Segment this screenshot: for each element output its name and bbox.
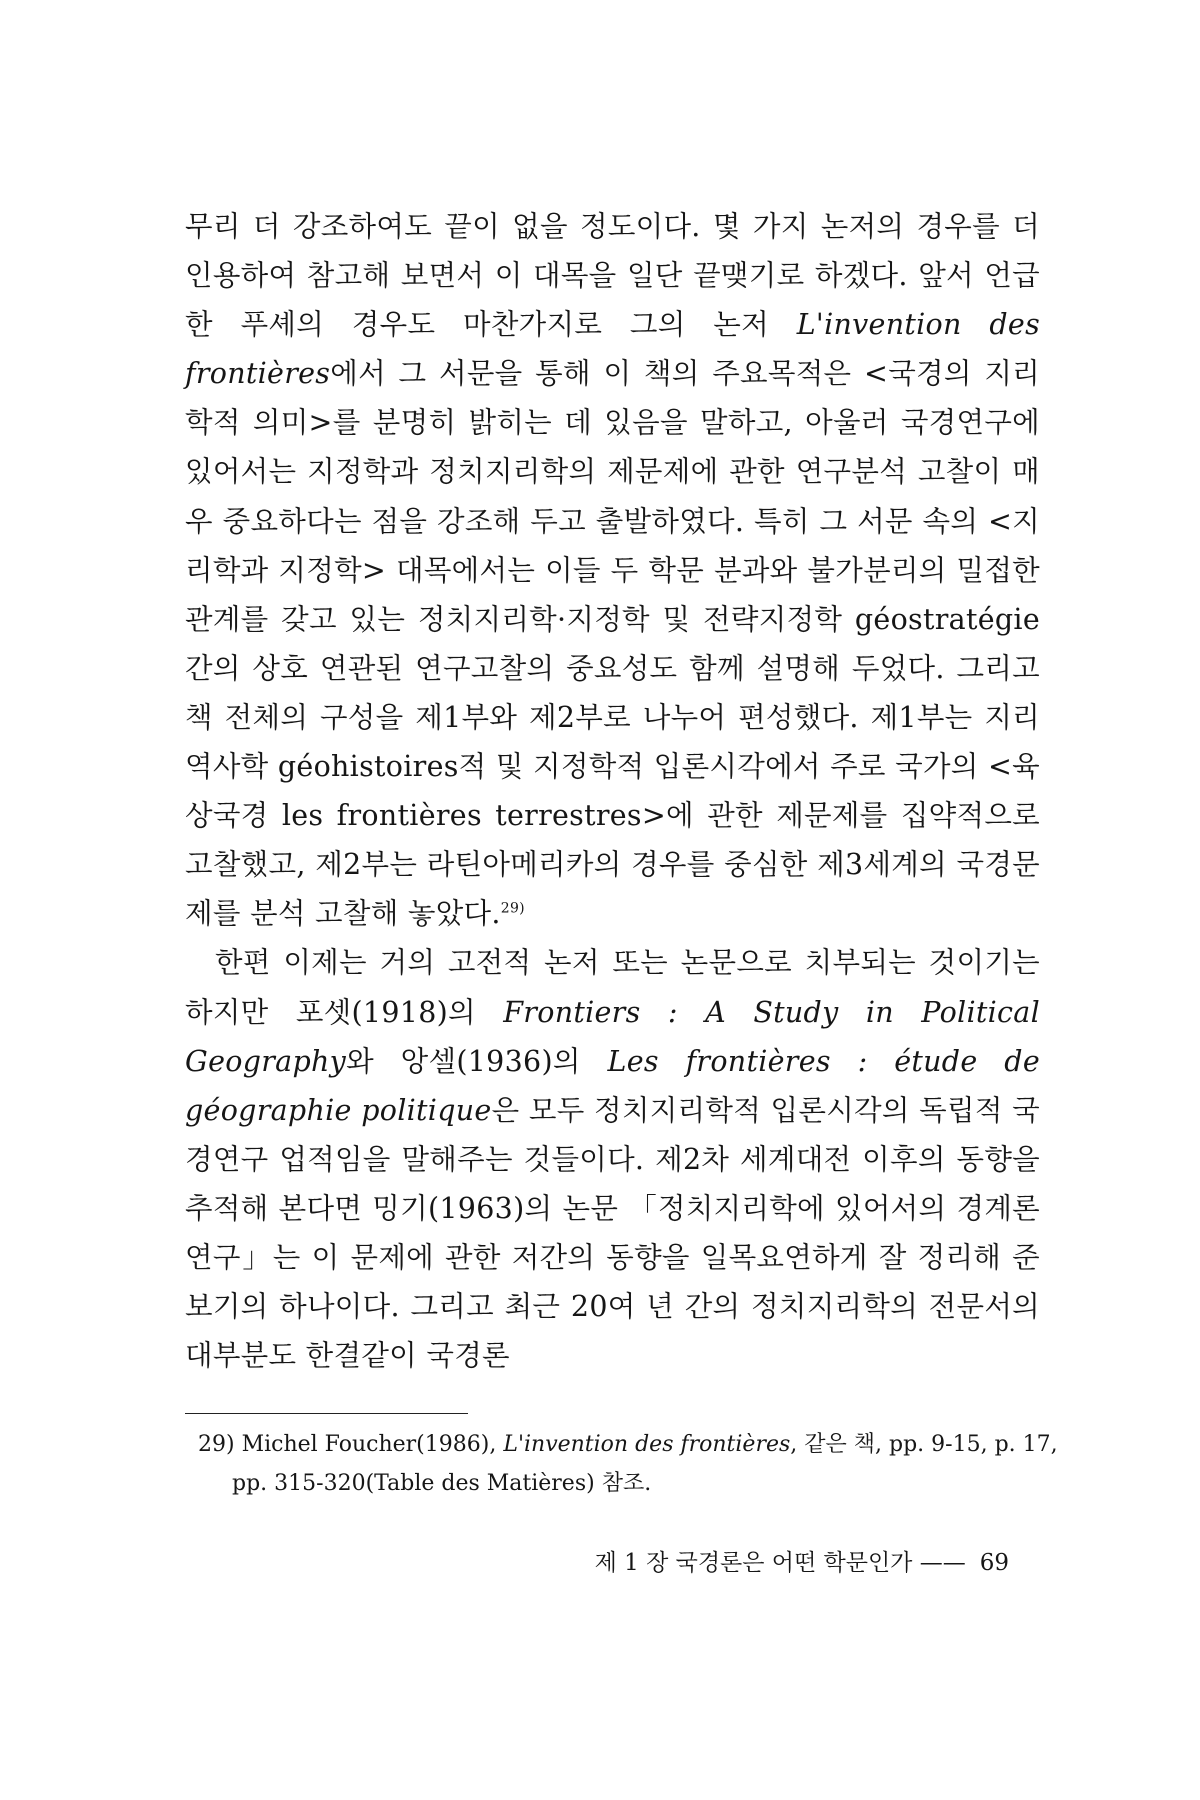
paragraph-2-text-2: 와 앙셀(1936)의 [346,1044,608,1078]
body-text [185,202,1040,1380]
paragraph-2 [185,938,1040,1380]
footnote-text-2: , 같은 책, pp. 9-15, p. 17, pp. 315-320(Table des Matières) 참조. [232,1432,1058,1496]
footnote-reference: 29) [500,900,525,917]
footnote-divider [185,1413,468,1414]
book-title-italic: L'invention des frontières [185,308,1041,391]
footnote-text-1: 29) Michel Foucher(1986), [198,1432,504,1457]
paragraph-1-text-2: 에서 그 서문을 통해 이 책의 주요목적은 <국경의 지리학적 의미>를 분명히 밝히는 데 있음을 말하고, 아울러 국경연구에 있어서는 지정학과 정치지리학의 제문제에 관한 연구분석 고찰이 매우 중요하다는 점을 강조해 두고 출발하였다. 특히 그 서문 속의 <지리학과 지정학> 대목에서는 이들 두 학문 분과와 불가분리의 밀접한 관계를 갖고 있는 정치지리학·지정학 및 전략지정학 géostratégie 간의 상호 연관된 연구고찰의 중요성도 함께 설명해 두었다. 그리고 책 전체의 구성을 제1부와 제2부로 나누어 편성했다. 제1부는 지리역사학 géohistoires적 및 지정학적 입론시각에서 주로 국가의 <육상국경 les frontières terrestres>에 관한 제문제를 집약적으로 고찰했고, 제2부는 라틴아메리카의 경우를 중심한 제3세계의 국경문제를 분석 고찰해 놓았다. [185,357,1040,931]
running-footer [595,1547,1009,1579]
paragraph-1-text-1: 무리 더 강조하여도 끝이 없을 정도이다. 몇 가지 논저의 경우를 더 인용하여 참고해 보면서 이 대목을 일단 끝맺기로 하겠다. 앞서 언급한 푸셰의 경우도 마찬가지로 그의 논저 [185,210,1040,342]
page-number: 69 [979,1550,1009,1576]
book-title-italic: Les frontières : étude de géographie politique [185,1044,1040,1127]
paragraph-1 [185,202,1040,938]
paragraph-2-text-3: 은 모두 정치지리학적 입론시각의 독립적 국경연구 업적임을 말해주는 것들이다. 제2차 세계대전 이후의 동향을 추적해 본다면 밍기(1963)의 논문 「정치지리학에 있어서의 경계론 연구」는 이 문제에 관한 저간의 동향을 일목요연하게 잘 정리해 준 보기의 하나이다. 그리고 최근 20여 년 간의 정치지리학의 전문서의 대부분도 한결같이 국경론 [185,1093,1040,1373]
chapter-title: 제 1 장 국경론은 어떤 학문인가 [594,1550,913,1576]
footer-dash: —— [919,1550,966,1576]
footnote-title-italic: L'invention des frontières [503,1432,791,1457]
paragraph-2-text-1: 한편 이제는 거의 고전적 논저 또는 논문으로 치부되는 것이기는 하지만 포셋(1918)의 [185,946,1040,1029]
book-title-italic: Frontiers : A Study in Political Geography [185,995,1040,1078]
footnote [198,1425,1074,1503]
